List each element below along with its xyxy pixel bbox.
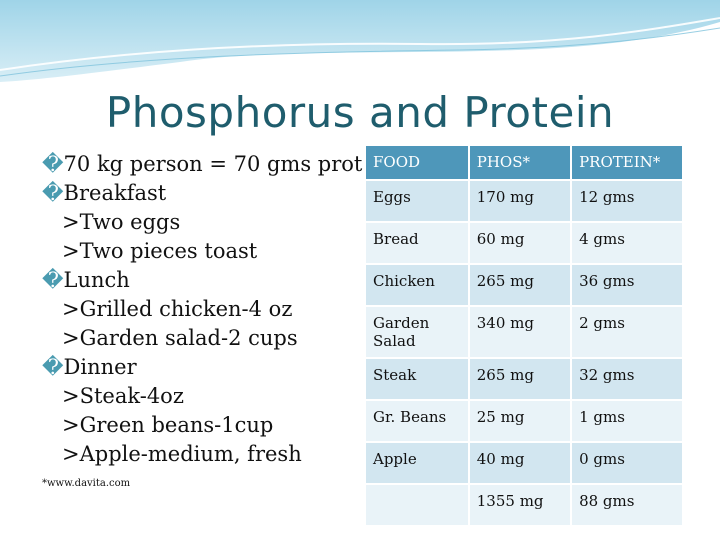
bullet-icon: � — [42, 181, 64, 205]
table-row — [366, 401, 684, 443]
protein-cell: 2 gms — [572, 307, 684, 359]
line-text: >Grilled chicken-4 oz — [62, 297, 293, 321]
line-text: >Steak-4oz — [62, 384, 184, 408]
protein-cell: 4 gms — [572, 223, 684, 265]
food-cell: Bread — [366, 223, 470, 265]
food-cell: Steak — [366, 359, 470, 401]
source-citation: *www.davita.com — [42, 478, 131, 489]
food-cell: Eggs — [366, 181, 470, 223]
header-phos: PHOS* — [470, 146, 572, 181]
protein-cell: 1 gms — [572, 401, 684, 443]
line-text: >Green beans-1cup — [62, 413, 274, 437]
phos-cell: 340 mg — [470, 307, 572, 359]
sub-line — [42, 208, 362, 237]
bullet-line — [42, 179, 362, 208]
bullet-icon: � — [42, 152, 64, 176]
header-wave-decoration — [0, 0, 720, 90]
bullet-icon: � — [42, 268, 64, 292]
line-text: Lunch — [63, 268, 130, 292]
phos-cell: 265 mg — [470, 265, 572, 307]
header-protein: PROTEIN* — [572, 146, 684, 181]
protein-cell: 32 gms — [572, 359, 684, 401]
phos-cell: 1355 mg — [470, 485, 572, 527]
food-cell: Gr. Beans — [366, 401, 470, 443]
bullet-line — [42, 150, 362, 179]
table-header-row — [366, 146, 684, 181]
phos-cell: 265 mg — [470, 359, 572, 401]
sub-line — [42, 295, 362, 324]
protein-cell: 36 gms — [572, 265, 684, 307]
table-row — [366, 443, 684, 485]
bullet-icon: � — [42, 355, 64, 379]
food-cell — [366, 485, 470, 527]
food-cell: Garden Salad — [366, 307, 470, 359]
meal-plan-list — [42, 150, 362, 469]
table-row — [366, 359, 684, 401]
sub-line — [42, 382, 362, 411]
sub-line — [42, 411, 362, 440]
sub-line — [42, 440, 362, 469]
sub-line — [42, 324, 362, 353]
table-row — [366, 265, 684, 307]
line-text: Dinner — [63, 355, 137, 379]
line-text: Breakfast — [63, 181, 167, 205]
phos-cell: 25 mg — [470, 401, 572, 443]
table-row — [366, 307, 684, 359]
nutrition-table — [366, 146, 684, 527]
bullet-line — [42, 353, 362, 382]
table-row — [366, 223, 684, 265]
line-text: >Apple-medium, fresh — [62, 442, 302, 466]
protein-cell: 0 gms — [572, 443, 684, 485]
protein-cell: 88 gms — [572, 485, 684, 527]
slide-title: Phosphorus and Protein — [105, 88, 615, 137]
bullet-line — [42, 266, 362, 295]
table-row — [366, 485, 684, 527]
sub-line — [42, 237, 362, 266]
phos-cell: 40 mg — [470, 443, 572, 485]
line-text: >Garden salad-2 cups — [62, 326, 298, 350]
phos-cell: 170 mg — [470, 181, 572, 223]
protein-cell: 12 gms — [572, 181, 684, 223]
table-row — [366, 181, 684, 223]
phos-cell: 60 mg — [470, 223, 572, 265]
food-cell: Chicken — [366, 265, 470, 307]
line-text: 70 kg person = 70 gms prot — [63, 152, 363, 176]
header-food: FOOD — [366, 146, 470, 181]
food-cell: Apple — [366, 443, 470, 485]
line-text: >Two pieces toast — [62, 239, 258, 263]
line-text: >Two eggs — [62, 210, 181, 234]
